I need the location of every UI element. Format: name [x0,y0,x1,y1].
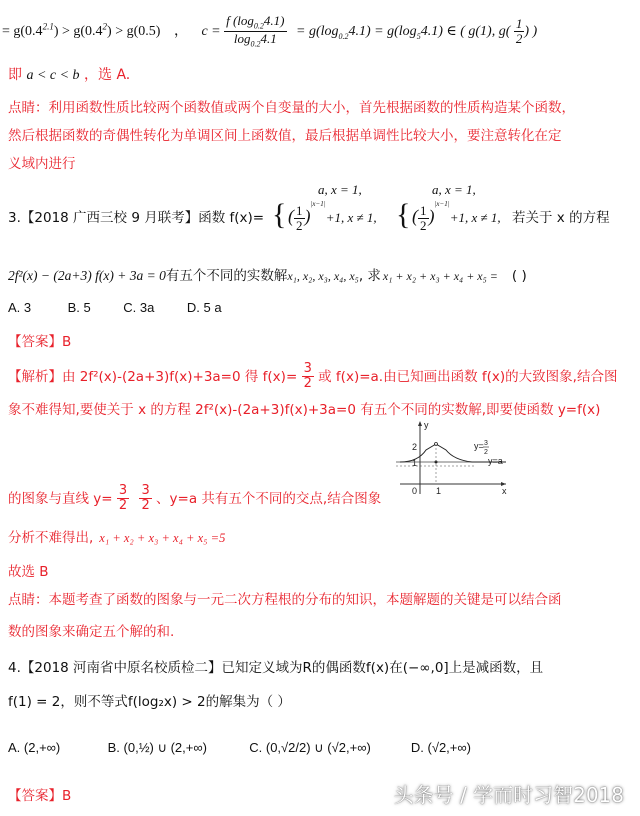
q3-stem-cont: 若关于 x 的方程 [512,210,610,226]
svg-text:3: 3 [484,440,488,447]
q3-option-d: D. 5 a [186,300,222,315]
q3-analysis-line-3: 的图象与直线 y= $\frac{3}{2}$ $\frac{3}{2}$ 、y=a 共有五个不同的交点,结合图象 [8,483,382,514]
function-graph [396,418,510,496]
svg-text:2: 2 [484,449,488,456]
q3-stem: 3.【2018 广西三校 9 月联考】函数 f(x)= [8,210,265,226]
y-tick-2: 2 [412,442,418,452]
q3-options [8,300,222,315]
q4-option-c: C. (0,√2/2) ∪ (√2,+∞) [249,740,371,755]
remark-1-line-3: 义域内进行 [8,156,76,172]
x-axis-label: x [502,486,507,496]
q4-stem-line-1: 4.【2018 河南省中原名校质检二】已知定义域为R的偶函数f(x)在(−∞,0]上是减函数，且 [8,660,544,676]
q3-answer: 【答案】B [8,334,72,350]
q3-option-a: A. 3 [8,300,32,315]
q3-option-b: B. 5 [67,300,91,315]
q3-equation-line: 2f²(x) − (2a+3) f(x) + 3a = 0有五个不同的实数解x₁, x₂, x₃, x₄, x₅, 求 x₁ + x₂ + x₃ + x₄ + x₅ = ( ) [8,268,527,284]
q4-stem-line-2: f(1) = 2，则不等式f(log₂x) > 2的解集为（ ） [8,694,291,710]
q4-option-b: B. (0,½) ∪ (2,+∞) [107,740,207,755]
origin-label: 0 [412,486,418,496]
remark-1-line-2: 然后根据函数的奇偶性转化为单调区间上函数值，最后根据单调性比较大小，要注意转化在定 [8,128,562,144]
q4-options [8,740,471,756]
line-label-a: y=a [488,456,503,466]
remark-1-line-1: 点睛：利用函数性质比较两个函数值或两个自变量的大小，首先根据函数的性质构造某个函数， [8,100,575,116]
q3-option-c: C. 3a [123,300,155,315]
q3-choose: 故选 B [8,564,49,580]
y-tick-1: 1 [412,458,418,468]
x-tick-1: 1 [436,486,442,496]
q3-analysis-line-1: 【解析】由 2f²(x)-(2a+3)f(x)+3a=0 得 f(x)= $\frac{3}{2}$ 或 f(x)=a.由已知画出函数 f(x)的大致图象,结合图 [8,361,618,392]
c-fraction: $\frac{f (\log_{0.2}4.1)}{\log_{0.2}4.1}$ [226,13,285,49]
header-equation: = $g(0.4^{2.1}) > g(0.4^2) > g(0.5)$ ， c = $\frac{f (\log_{0.2}4.1)}{\log_{0.2}4.1}$ = $g(\log_{0.2}4.1) = g(\log_54.1)$ ∈ ( g(1), g( $\frac{1}{2}$ ) ) [2,13,538,49]
q4-option-d: D. (√2,+∞) [410,740,471,755]
q3-remark-line-1: 点睛：本题考查了函数的图象与一元二次方程根的分布的知识，本题解题的关键是可以结合函 [8,592,562,608]
y-axis-label: y [424,420,429,430]
q3-remark-line-2: 数的图象来确定五个解的和. [8,624,175,640]
watermark: 头条号 / 学而时习智2018 [393,783,624,807]
line-label-3-2: y= [474,441,484,451]
q4-answer: 【答案】B [8,788,72,804]
conclusion-line: 即 a < c < b ，选 A. [8,67,131,83]
q3-analysis-line-2: 象不难得知,要使关于 x 的方程 2f²(x)-(2a+3)f(x)+3a=0 有五个不同的实数解,即要使函数 y=f(x) [8,402,601,418]
q4-option-a: A. (2,+∞) [8,740,61,755]
q3-analysis-line-4: 分析不难得出, x₁ + x₂ + x₃ + x₄ + x₅ =5 [8,530,226,546]
